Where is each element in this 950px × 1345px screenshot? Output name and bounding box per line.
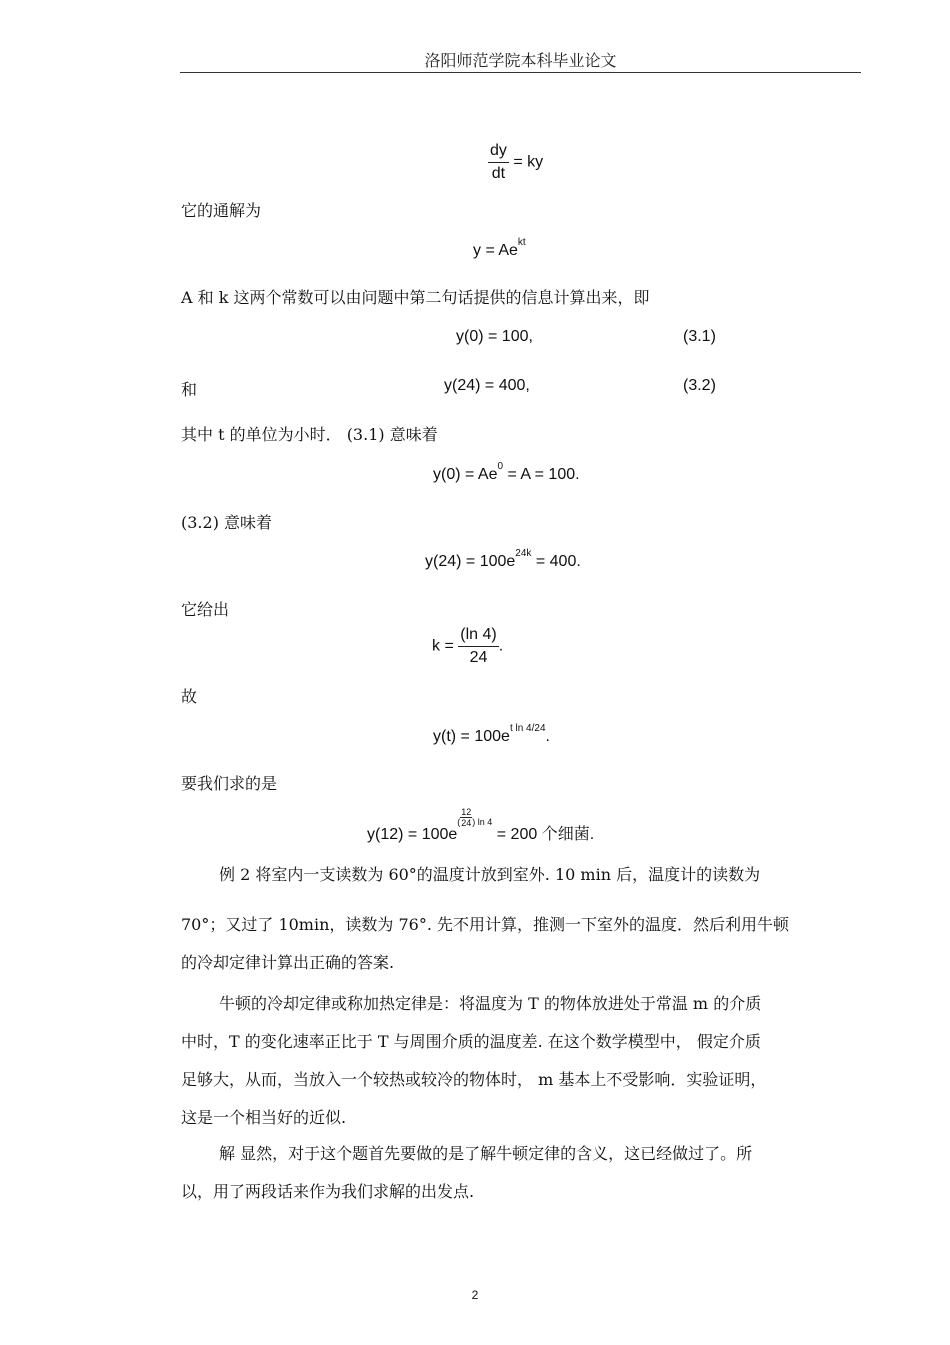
- exponent: t ln 4/24: [509, 723, 546, 734]
- equation-pre: y(t) = 100e: [433, 728, 510, 745]
- exponent-fraction: [460, 807, 472, 828]
- fraction-dy-dt: [488, 142, 509, 183]
- equation-y12: [367, 807, 595, 843]
- exponent-denominator: 24: [461, 818, 472, 828]
- equation-post: = 200 个细菌.: [492, 826, 595, 843]
- paragraph-line: 70°；又过了 10min，读数为 76°. 先不用计算，推测一下室外的温度．然后利用牛顿: [181, 915, 790, 934]
- equation-pre: y(12) = 100e: [367, 826, 458, 843]
- exponent-open: (: [457, 817, 461, 827]
- equation-post: .: [545, 728, 550, 745]
- paragraph-line: 足够大，从而，当放入一个较热或较冷的物体时， m 基本上不受影响．实验证明，: [181, 1070, 767, 1089]
- page-number: 2: [471, 1288, 479, 1302]
- page-header-title: 洛阳师范学院本科毕业论文: [424, 51, 617, 70]
- exponent: 0: [497, 461, 504, 472]
- paragraph-line: 牛顿的冷却定律或称加热定律是：将温度为 T 的物体放进处于常温 m 的介质: [219, 994, 762, 1013]
- equation-post: .: [498, 637, 504, 655]
- exponent: 24k: [515, 548, 532, 559]
- paragraph-example-2: [181, 856, 861, 982]
- equation-label-3-1: (3.1): [683, 328, 716, 345]
- equation-post: = 400.: [531, 553, 581, 570]
- fraction-denominator: 24: [469, 649, 488, 666]
- fraction-ln4-24: [458, 626, 498, 667]
- exponent-close: ) ln 4: [472, 817, 493, 827]
- equation-general-solution: [473, 237, 526, 260]
- equation-rhs: = ky: [513, 153, 544, 171]
- text-gives: 它给出: [181, 600, 230, 619]
- paragraph-line: 这是一个相当好的近似.: [181, 1108, 347, 1127]
- equation-differential: [488, 142, 543, 183]
- fraction-denominator: dt: [491, 165, 506, 182]
- fraction-numerator: dy: [488, 142, 509, 163]
- paragraph-line: 中时，T 的变化速率正比于 T 与周围介质的温度差. 在这个数学模型中， 假定介质: [181, 1032, 761, 1051]
- text-general-solution: 它的通解为: [181, 201, 262, 220]
- equation-pre: y(0) = Ae: [433, 466, 498, 483]
- equation-label-3-2: (3.2): [683, 377, 716, 394]
- equation-pre: y(24) = 100e: [425, 553, 516, 570]
- paragraph-line: 的冷却定律计算出正确的答案.: [181, 953, 395, 972]
- text-find: 要我们求的是: [181, 774, 278, 793]
- paragraph-line: 解 显然，对于这个题首先要做的是了解牛顿定律的含义，这已经做过了。所: [219, 1144, 753, 1163]
- text-constants: A 和 k 这两个常数可以由问题中第二句话提供的信息计算出来，即: [181, 288, 650, 307]
- paragraph-solution: [181, 1135, 861, 1211]
- text-and: 和: [181, 380, 198, 399]
- fraction-numerator: (ln 4): [458, 626, 498, 647]
- equation-post: = A = 100.: [503, 466, 580, 483]
- equation-3-1: y(0) = 100,: [456, 328, 533, 345]
- exponent-numerator: 12: [461, 807, 472, 817]
- equation-lhs: k =: [432, 637, 459, 655]
- header-rule: [180, 72, 861, 73]
- equation-y0: [433, 461, 580, 484]
- exponent: kt: [517, 237, 526, 248]
- equation-lhs: y = Ae: [473, 242, 518, 259]
- equation-3-2: y(24) = 400,: [444, 377, 530, 394]
- equation-k: [432, 626, 503, 667]
- paragraph-line: 以，用了两段话来作为我们求解的出发点.: [181, 1182, 475, 1201]
- paragraph-newton-law: [181, 985, 861, 1137]
- equation-yt: [433, 723, 550, 746]
- equation-y24: [425, 548, 581, 571]
- text-3-2-means: (3.2) 意味着: [181, 513, 273, 532]
- paragraph-line: 例 2 将室内一支读数为 60°的温度计放到室外. 10 min 后，温度计的读数为: [219, 865, 761, 884]
- text-unit: 其中 t 的单位为小时． (3.1) 意味着: [181, 425, 438, 444]
- text-therefore: 故: [181, 687, 198, 706]
